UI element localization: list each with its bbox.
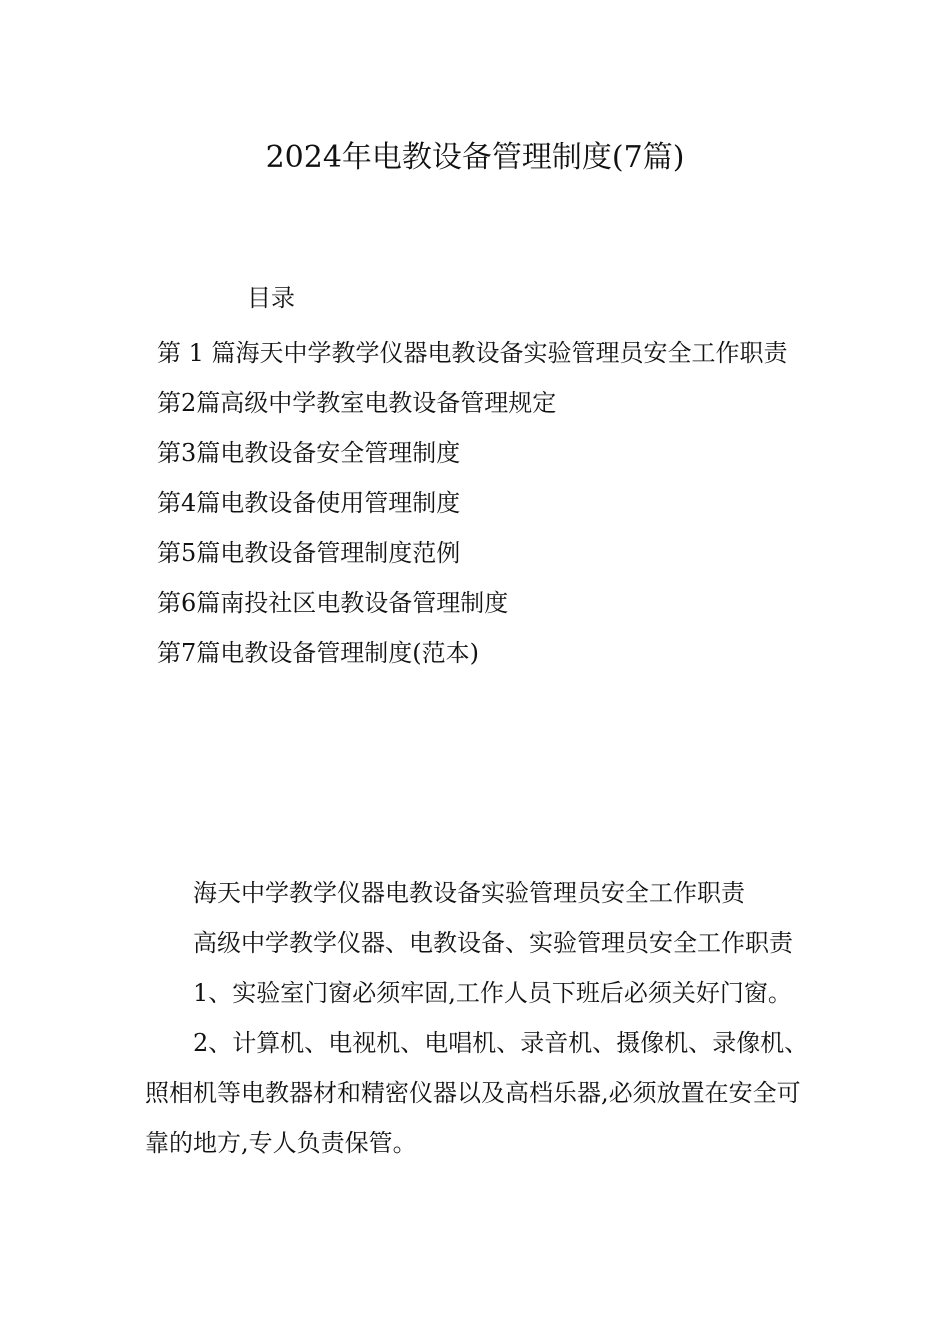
- paragraph: 高级中学教学仪器、电教设备、实验管理员安全工作职责: [193, 929, 793, 957]
- toc-item-3: 第3篇电教设备安全管理制度: [157, 439, 461, 467]
- document-title: 2024年电教设备管理制度(7篇): [265, 140, 685, 175]
- table-of-contents: [145, 328, 825, 678]
- paragraph: 1、实验室门窗必须牢固,工作人员下班后必须关好门窗。: [193, 979, 792, 1007]
- section-heading: 海天中学教学仪器电教设备实验管理员安全工作职责: [193, 879, 745, 907]
- toc-heading: 目录: [247, 284, 295, 312]
- toc-item-4: 第4篇电教设备使用管理制度: [157, 489, 461, 517]
- paragraph: 2、计算机、电视机、电唱机、录音机、摄像机、录像机、照相机等电教器材和精密仪器以及高档乐器,必须放置在安全可靠的地方,专人负责保管。: [145, 1029, 809, 1157]
- toc-item-1: 第 1 篇海天中学教学仪器电教设备实验管理员安全工作职责: [157, 339, 788, 367]
- toc-item-2: 第2篇高级中学教室电教设备管理规定: [157, 389, 557, 417]
- toc-item-7: 第7篇电教设备管理制度(范本): [157, 639, 479, 667]
- document-body: [145, 868, 817, 1168]
- toc-item-6: 第6篇南投社区电教设备管理制度: [157, 589, 509, 617]
- toc-item-5: 第5篇电教设备管理制度范例: [157, 539, 461, 567]
